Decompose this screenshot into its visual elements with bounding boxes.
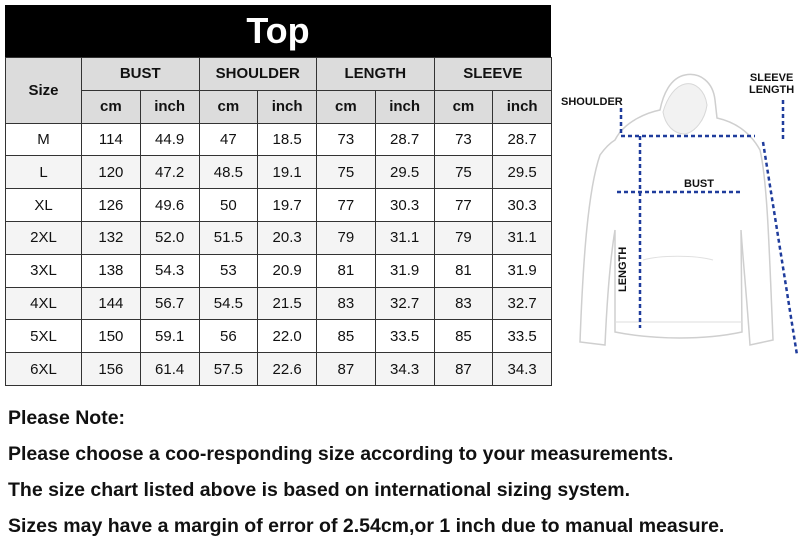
table-row bbox=[6, 254, 552, 287]
measurement-cell: 126 bbox=[82, 189, 141, 222]
measurement-cell: 50 bbox=[199, 189, 258, 222]
measurement-cell: 114 bbox=[82, 123, 141, 156]
measurement-cell: 53 bbox=[199, 254, 258, 287]
measurement-cell: 20.3 bbox=[258, 221, 317, 254]
table-row bbox=[6, 320, 552, 353]
table-row bbox=[6, 287, 552, 320]
measurement-cell: 138 bbox=[82, 254, 141, 287]
size-cell: 2XL bbox=[6, 221, 82, 254]
note-line: Sizes may have a margin of error of 2.54cm,or 1 inch due to manual measure. bbox=[8, 515, 725, 537]
table-row bbox=[6, 221, 552, 254]
size-cell: 6XL bbox=[6, 353, 82, 386]
measurement-cell: 49.6 bbox=[140, 189, 199, 222]
measurement-cell: 30.3 bbox=[375, 189, 434, 222]
unit-header: inch bbox=[375, 90, 434, 123]
table-row bbox=[6, 353, 552, 386]
measurement-cell: 87 bbox=[434, 353, 493, 386]
measurement-cell: 31.1 bbox=[493, 221, 552, 254]
measurement-cell: 77 bbox=[434, 189, 493, 222]
measurement-cell: 132 bbox=[82, 221, 141, 254]
measurement-cell: 61.4 bbox=[140, 353, 199, 386]
measurement-cell: 87 bbox=[317, 353, 376, 386]
measurement-cell: 30.3 bbox=[493, 189, 552, 222]
hoodie-figure bbox=[555, 60, 800, 370]
measurement-cell: 85 bbox=[434, 320, 493, 353]
measurement-cell: 51.5 bbox=[199, 221, 258, 254]
size-cell: L bbox=[6, 156, 82, 189]
measurement-cell: 54.3 bbox=[140, 254, 199, 287]
notes-section bbox=[8, 400, 798, 544]
notes-heading: Please Note: bbox=[8, 407, 126, 429]
measurement-cell: 31.1 bbox=[375, 221, 434, 254]
measurement-cell: 33.5 bbox=[375, 320, 434, 353]
note-line: Please choose a coo-responding size according to your measurements. bbox=[8, 443, 674, 465]
unit-header: inch bbox=[493, 90, 552, 123]
measurement-cell: 144 bbox=[82, 287, 141, 320]
measurement-cell: 31.9 bbox=[493, 254, 552, 287]
measurement-cell: 83 bbox=[434, 287, 493, 320]
measurement-cell: 18.5 bbox=[258, 123, 317, 156]
measurement-cell: 33.5 bbox=[493, 320, 552, 353]
measurement-cell: 48.5 bbox=[199, 156, 258, 189]
measurement-cell: 79 bbox=[317, 221, 376, 254]
measurement-cell: 22.6 bbox=[258, 353, 317, 386]
bust-label: BUST bbox=[684, 178, 714, 190]
measurement-cell: 31.9 bbox=[375, 254, 434, 287]
unit-header: inch bbox=[140, 90, 199, 123]
measurement-cell: 75 bbox=[434, 156, 493, 189]
measurement-cell: 120 bbox=[82, 156, 141, 189]
sleeve-label-line-1: SLEEVE bbox=[749, 72, 794, 84]
table-row bbox=[6, 123, 552, 156]
measurement-cell: 56.7 bbox=[140, 287, 199, 320]
measurement-cell: 28.7 bbox=[493, 123, 552, 156]
sleeve-label-line-2: LENGTH bbox=[749, 84, 795, 96]
unit-header: cm bbox=[82, 90, 141, 123]
measurement-cell: 81 bbox=[317, 254, 376, 287]
size-cell: 3XL bbox=[6, 254, 82, 287]
measurement-cell: 73 bbox=[434, 123, 493, 156]
measurement-cell: 156 bbox=[82, 353, 141, 386]
measurement-cell: 75 bbox=[317, 156, 376, 189]
size-cell: XL bbox=[6, 189, 82, 222]
measurement-cell: 79 bbox=[434, 221, 493, 254]
length-header: LENGTH bbox=[317, 58, 435, 91]
shoulder-label: SHOULDER bbox=[561, 96, 623, 108]
measurement-cell: 28.7 bbox=[375, 123, 434, 156]
measurement-cell: 44.9 bbox=[140, 123, 199, 156]
table-body bbox=[6, 123, 552, 385]
measurement-cell: 85 bbox=[317, 320, 376, 353]
measurement-cell: 57.5 bbox=[199, 353, 258, 386]
measurement-cell: 29.5 bbox=[375, 156, 434, 189]
measurement-cell: 52.0 bbox=[140, 221, 199, 254]
size-cell: 5XL bbox=[6, 320, 82, 353]
shoulder-header: SHOULDER bbox=[199, 58, 317, 91]
measurement-cell: 54.5 bbox=[199, 287, 258, 320]
measurement-cell: 83 bbox=[317, 287, 376, 320]
measurement-cell: 81 bbox=[434, 254, 493, 287]
size-header: Size bbox=[6, 58, 82, 124]
measurement-cell: 19.7 bbox=[258, 189, 317, 222]
measurement-cell: 47.2 bbox=[140, 156, 199, 189]
measurement-cell: 22.0 bbox=[258, 320, 317, 353]
measurement-cell: 34.3 bbox=[493, 353, 552, 386]
unit-header: inch bbox=[258, 90, 317, 123]
size-cell: M bbox=[6, 123, 82, 156]
note-line: The size chart listed above is based on international sizing system. bbox=[8, 479, 631, 501]
sleeve-header: SLEEVE bbox=[434, 58, 552, 91]
measurement-cell: 150 bbox=[82, 320, 141, 353]
measurement-cell: 59.1 bbox=[140, 320, 199, 353]
measurement-cell: 77 bbox=[317, 189, 376, 222]
measurement-cell: 73 bbox=[317, 123, 376, 156]
table-row bbox=[6, 189, 552, 222]
size-cell: 4XL bbox=[6, 287, 82, 320]
unit-header: cm bbox=[434, 90, 493, 123]
size-table bbox=[5, 57, 552, 386]
measurement-cell: 47 bbox=[199, 123, 258, 156]
measurement-cell: 56 bbox=[199, 320, 258, 353]
measurement-cell: 20.9 bbox=[258, 254, 317, 287]
bust-header: BUST bbox=[82, 58, 200, 91]
measurement-cell: 32.7 bbox=[493, 287, 552, 320]
measurement-cell: 21.5 bbox=[258, 287, 317, 320]
chart-title: Top bbox=[5, 5, 551, 57]
unit-header: cm bbox=[199, 90, 258, 123]
length-label: LENGTH bbox=[617, 246, 629, 292]
measurement-cell: 29.5 bbox=[493, 156, 552, 189]
sleeve-length-label bbox=[749, 72, 794, 96]
unit-header: cm bbox=[317, 90, 376, 123]
measurement-cell: 34.3 bbox=[375, 353, 434, 386]
measurement-cell: 32.7 bbox=[375, 287, 434, 320]
table-row bbox=[6, 156, 552, 189]
measurement-cell: 19.1 bbox=[258, 156, 317, 189]
